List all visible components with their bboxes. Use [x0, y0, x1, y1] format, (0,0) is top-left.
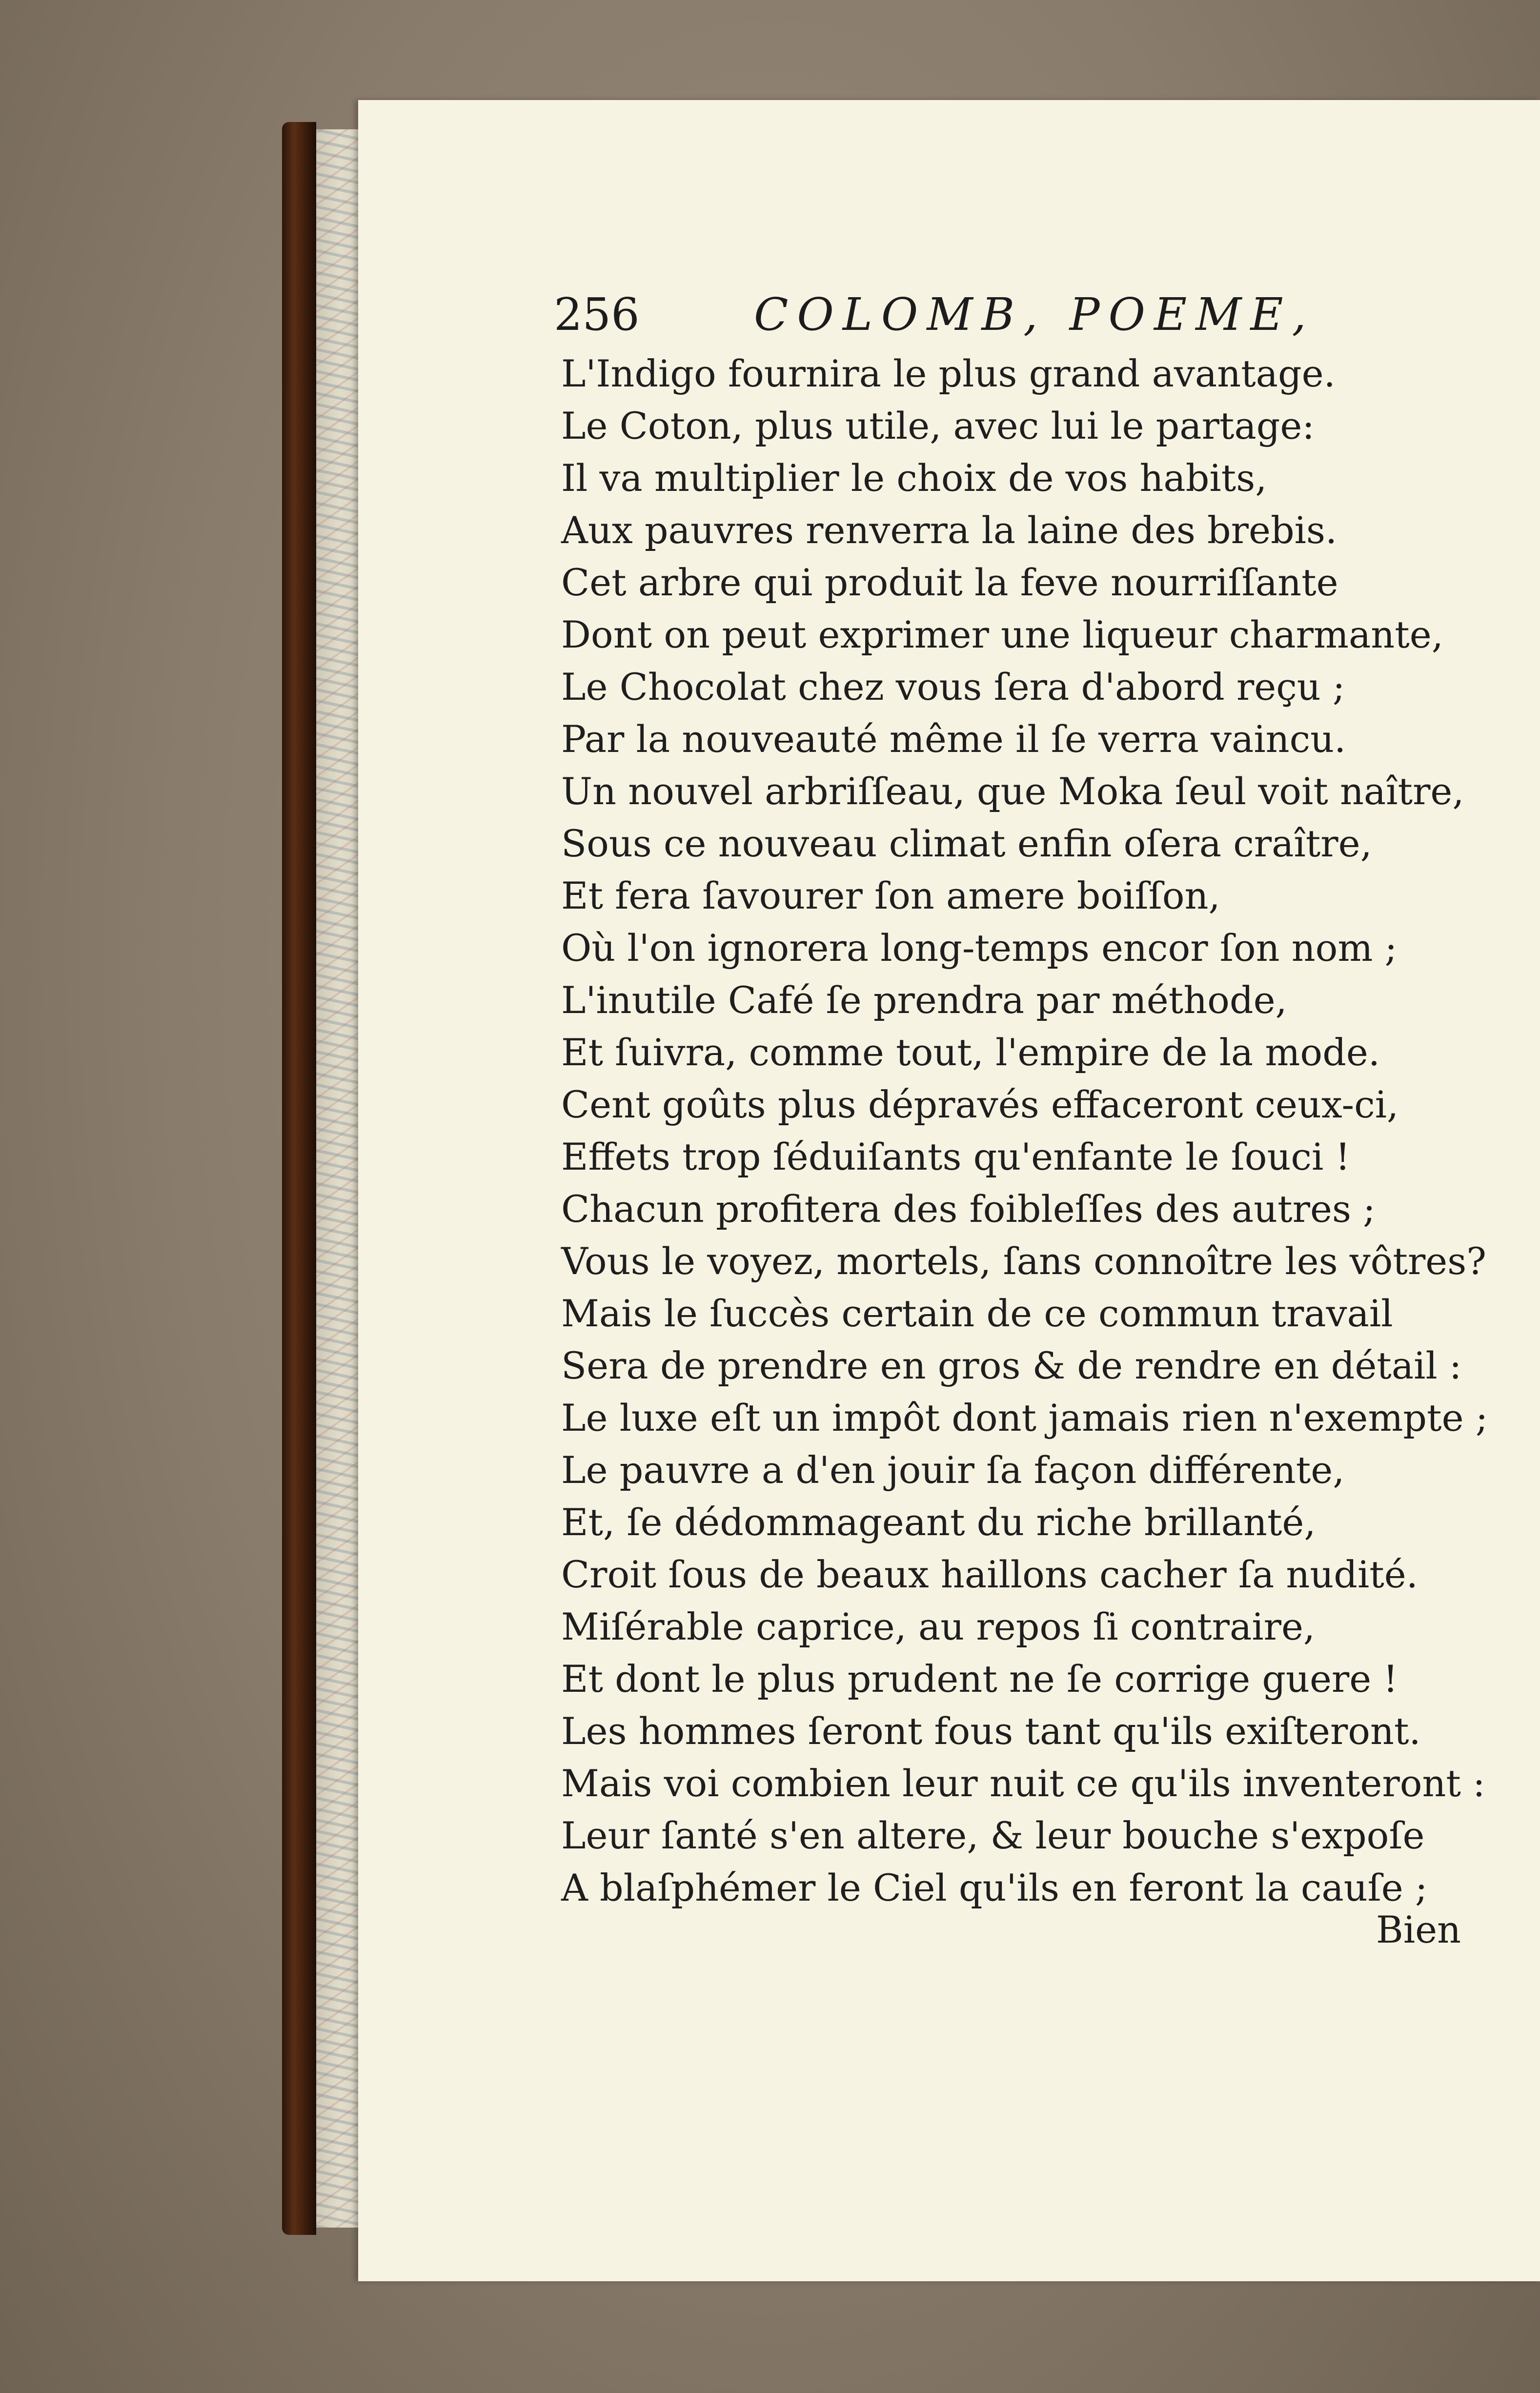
verse-line: Et dont le plus prudent ne ſe corrige guere ! [561, 1657, 1398, 1701]
page-header [554, 285, 1335, 344]
verse-line: Le Chocolat chez vous ſera d'abord reçu ; [561, 665, 1345, 709]
verse-line: Dont on peut exprimer une liqueur charmante, [561, 613, 1443, 656]
verse-line: Croit ſous de beaux haillons cacher ſa nudité. [561, 1553, 1418, 1596]
verse-line: Leur ſanté s'en altere, & leur bouche s'expoſe [561, 1814, 1425, 1857]
verse-line: A blaſphémer le Ciel qu'ils en feront la cauſe ; [561, 1866, 1428, 1909]
verse-line: Les hommes ſeront fous tant qu'ils exiſteront. [561, 1709, 1421, 1753]
verse-line: Où l'on ignorera long-temps encor ſon nom ; [561, 926, 1398, 970]
verse-line: Et fera ſavourer ſon amere boiſſon, [561, 874, 1220, 917]
catchword: Bien [1376, 1908, 1461, 1951]
verse-line: Mais le ſuccès certain de ce commun travail [561, 1292, 1393, 1335]
book-binding-edge [282, 122, 316, 2235]
page-number: 256 [554, 288, 640, 341]
verse-line: Par la nouveauté même il ſe verra vaincu. [561, 717, 1346, 761]
verse-line: Le luxe eſt un impôt dont jamais rien n'exempte ; [561, 1396, 1488, 1440]
verse-line: Sera de prendre en gros & de rendre en détail : [561, 1344, 1462, 1387]
verse-line: Le Coton, plus utile, avec lui le partage: [561, 404, 1315, 447]
verse-line: L'inutile Café ſe prendra par méthode, [561, 978, 1287, 1022]
verse-line: Il va multiplier le choix de vos habits, [561, 456, 1267, 500]
verse-line: Cent goûts plus dépravés effaceront ceux-ci, [561, 1083, 1399, 1126]
verse-line: Miſérable caprice, au repos ſi contraire, [561, 1605, 1316, 1648]
running-head: COLOMB, POEME, [754, 288, 1315, 341]
poem-text [561, 347, 1488, 1914]
verse-line: Et ſuivra, comme tout, l'empire de la mode. [561, 1031, 1380, 1074]
verse-line: Vous le voyez, mortels, ſans connoître les vôtres? [561, 1239, 1487, 1283]
verse-line: Mais voi combien leur nuit ce qu'ils inventeront : [561, 1762, 1485, 1805]
verse-line: Sous ce nouveau climat enfin oſera craître, [561, 822, 1372, 865]
verse-line: Effets trop ſéduiſants qu'enfante le ſouci ! [561, 1135, 1351, 1178]
verse-line: Cet arbre qui produit la feve nourriſſante [561, 561, 1338, 604]
verse-line: L'Indigo fournira le plus grand avantage. [561, 352, 1336, 395]
verse-line: Le pauvre a d'en jouir ſa façon différente, [561, 1448, 1345, 1492]
verse-line: Et, ſe dédommageant du riche brillanté, [561, 1501, 1316, 1544]
verse-line: Aux pauvres renverra la laine des brebis. [561, 508, 1337, 552]
verse-line: Un nouvel arbriſſeau, que Moka ſeul voit naître, [561, 770, 1464, 813]
verse-line: Chacun profitera des foibleſſes des autres ; [561, 1187, 1376, 1231]
